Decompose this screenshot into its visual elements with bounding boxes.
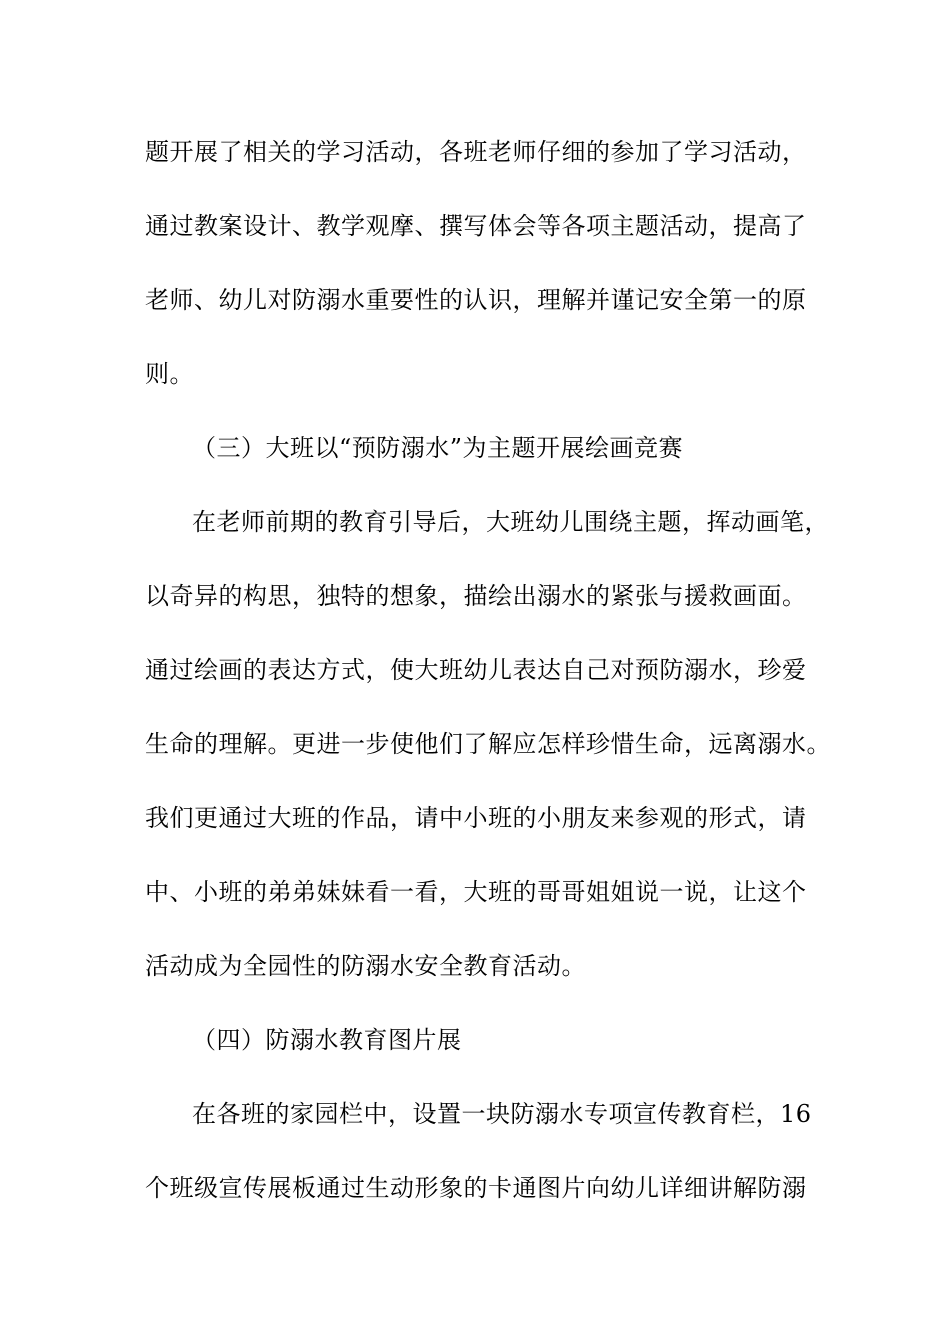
paragraph-line: 通过教案设计、教学观摩、撰写体会等各项主题活动，提高了	[145, 212, 807, 240]
paragraph-line: 活动成为全园性的防溺水安全教育活动。	[145, 952, 586, 980]
paragraph-line: 生命的理解。更进一步使他们了解应怎样珍惜生命，远离溺水。	[145, 730, 831, 758]
paragraph-line: 通过绘画的表达方式，使大班幼儿表达自己对预防溺水，珍爱	[145, 656, 807, 684]
paragraph-line: 我们更通过大班的作品，请中小班的小朋友来参观的形式，请	[145, 804, 807, 832]
paragraph-line: 个班级宣传展板通过生动形象的卡通图片向幼儿详细讲解防溺	[145, 1174, 807, 1202]
section-heading: （四）防溺水教育图片展	[192, 1026, 462, 1054]
paragraph-line: 在老师前期的教育引导后，大班幼儿围绕主题，挥动画笔，	[192, 508, 829, 536]
paragraph-line: 老师、幼儿对防溺水重要性的认识，理解并谨记安全第一的原	[145, 286, 807, 314]
paragraph-line: 则。	[145, 360, 194, 388]
paragraph-line: 中、小班的弟弟妹妹看一看，大班的哥哥姐姐说一说，让这个	[145, 878, 807, 906]
paragraph-line: 在各班的家园栏中，设置一块防溺水专项宣传教育栏，16	[192, 1100, 812, 1128]
section-heading: （三）大班以“预防溺水”为主题开展绘画竞赛	[192, 434, 684, 462]
paragraph-line: 以奇异的构思，独特的想象，描绘出溺水的紧张与援救画面。	[145, 582, 807, 610]
paragraph-line: 题开展了相关的学习活动，各班老师仔细的参加了学习活动，	[145, 138, 807, 166]
